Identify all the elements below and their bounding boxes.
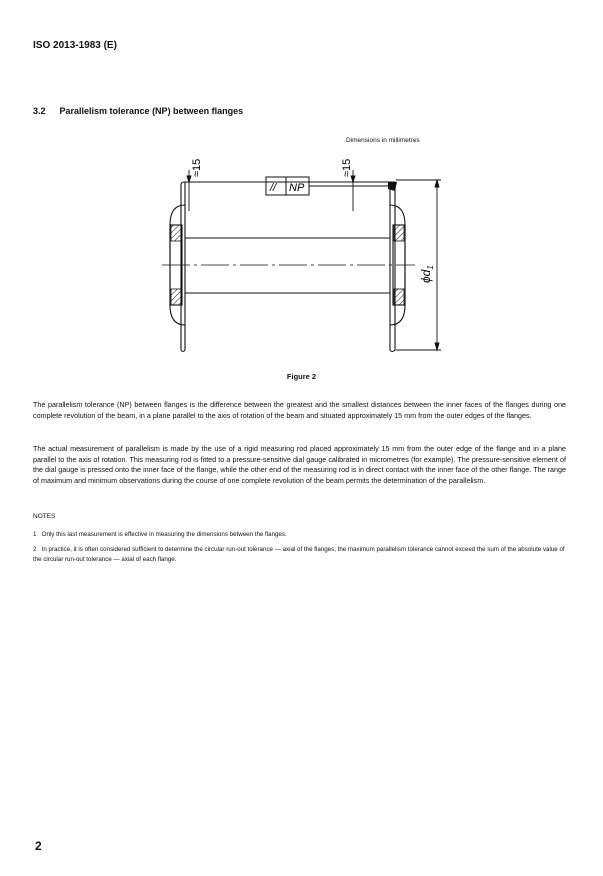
note-1-number: 1 [33,531,37,538]
diameter-arrow-top [435,180,439,187]
figure-2-drawing [140,145,450,360]
left-hatch-top [171,225,181,241]
datum-triangle [388,182,397,191]
note-2-text: In practice, it is often considered sufficient to determine the circular run-out tolerance — axial of the flanges; the maximum parallelism tolerance cannot exceed the sum of the absolute value of the circular run-out tolerance — axial of each flange. [33,546,565,563]
notes-heading: NOTES [33,513,56,520]
note-2 [33,545,566,564]
diameter-label: $\phi d_1$ [419,265,435,283]
tolerance-label: NP [289,182,305,194]
paragraph-2: The actual measurement of parallelism is made by the use of a rigid measuring rod placed approximately 15 mm from the outer edge of the flange and in a plane parallel to the axis of rotation. This measuring rod is fitted to a pressure-sensitive dial gauge calibrated in micrometres (for example). The pressure-sensitive element of the dial gauge is pressed onto the inner face of the flange, while the other end of the measuring rod is in direct contact with the inner face of the other flange. The range of maximum and minimum observations during the course of one complete revolution of the beam permits the determination of the parallelism. [33,444,566,485]
section-heading [33,106,243,116]
section-title: Parallelism tolerance (NP) between flanges [59,106,244,116]
section-number: 3.2 [33,106,46,116]
right-rod-distance: ≈15 [341,158,353,177]
standard-header: ISO 2013-1983 (E) [33,40,117,51]
paragraph-1: The parallelism tolerance (NP) between flanges is the difference between the greatest and the smallest distances between the inner faces of the flanges during one complete revolution of the beam, in a plane parallel to the axis of rotation of the beam and situated approximately 15 mm from the outer edges of the flanges. [33,400,566,420]
tolerance-symbol: // [270,182,277,194]
right-hatch-top [394,225,404,241]
note-1 [33,530,566,540]
dimensions-note: Dimensions in millimetres [346,137,420,144]
left-hatch-bottom [171,289,181,305]
left-rod-distance: ≈15 [191,158,203,177]
note-2-number: 2 [33,546,37,553]
figure-caption: Figure 2 [286,372,317,381]
note-1-text: Only this last measurement is effective in measuring the dimensions between the flanges. [41,531,287,538]
page-number: 2 [35,839,42,853]
diameter-arrow-bottom [435,343,439,350]
right-hatch-bottom [394,289,404,305]
